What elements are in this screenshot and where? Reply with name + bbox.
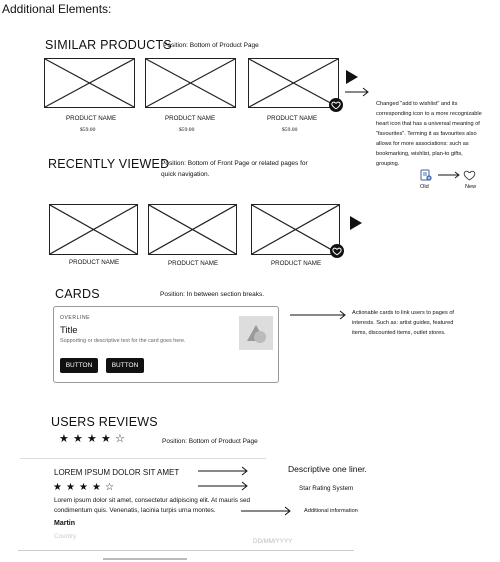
star-icon: ★ xyxy=(53,482,62,493)
similar-position: Position: Bottom of Product Page xyxy=(163,42,259,49)
recently-viewed-title: RECENTLY VIEWED xyxy=(48,157,170,171)
reviews-position: Position: Bottom of Product Page xyxy=(162,438,258,445)
card-title: Title xyxy=(60,325,78,336)
product-price: $59.00 xyxy=(80,127,96,133)
product-price: $59.00 xyxy=(179,127,195,133)
cards-note xyxy=(352,308,454,338)
star-icon: ★ xyxy=(92,482,101,493)
divider xyxy=(103,558,187,560)
review-author: Martin xyxy=(54,520,75,527)
note-line: Changed "add to wishlist" and its xyxy=(376,101,458,107)
star-icon: ★ xyxy=(59,433,69,445)
review-body-line1: Lorem ipsum dolor sit amet, consectetur adipiscing elit. At mauris sed xyxy=(54,497,251,504)
label-star-rating: Star Rating System xyxy=(299,485,354,492)
note-line: allows for more associations: such as xyxy=(376,141,469,147)
card-button-2[interactable]: BUTTON xyxy=(106,358,144,373)
wishlist-note xyxy=(376,99,496,169)
annotation-arrow xyxy=(239,505,295,517)
add-to-list-icon xyxy=(420,169,432,181)
old-to-new-arrow xyxy=(436,170,462,180)
image-placeholder-icon xyxy=(239,316,273,350)
play-arrow-icon[interactable] xyxy=(350,216,362,230)
card[interactable] xyxy=(53,306,279,383)
card-button-1[interactable]: BUTTON xyxy=(60,358,98,373)
note-line: grouping. xyxy=(376,161,400,167)
product-image-placeholder[interactable] xyxy=(44,58,135,108)
old-label: Old xyxy=(420,184,429,190)
card-supporting-text: Supporting or descriptive text for the card goes here. xyxy=(60,338,186,344)
divider xyxy=(18,550,354,551)
product-name[interactable]: PRODUCT NAME xyxy=(165,115,216,122)
review-body-line2: condimentum quis. Venenatis, lacinia turpis urna montes. xyxy=(54,507,216,514)
star-icon: ☆ xyxy=(105,482,114,493)
review-date: DD/MM/YYYY xyxy=(253,538,293,545)
annotation-arrow xyxy=(288,309,350,321)
product-name[interactable]: PRODUCT NAME xyxy=(267,115,318,122)
star-icon: ★ xyxy=(73,433,83,445)
review-country: Country xyxy=(54,533,77,540)
product-image-placeholder[interactable] xyxy=(251,204,340,255)
star-icon: ★ xyxy=(66,482,75,493)
note-line: Actionable cards to link users to pages of xyxy=(352,310,454,316)
page-title: Additional Elements: xyxy=(2,2,112,16)
cards-position: Position: In between section breaks. xyxy=(160,291,265,298)
note-line: bookmarking, wishlist, plan-to gifts, xyxy=(376,151,463,157)
card-overline: OVERLINE xyxy=(60,315,91,321)
product-price: $59.00 xyxy=(282,127,298,133)
heart-icon[interactable] xyxy=(330,244,344,258)
star-icon: ☆ xyxy=(115,433,125,445)
users-reviews-title: USERS REVIEWS xyxy=(51,415,158,429)
note-line: items, discounted items, outlet stores. xyxy=(352,330,446,336)
product-name[interactable]: PRODUCT NAME xyxy=(271,260,322,267)
outline-heart-icon xyxy=(463,169,476,181)
product-image-placeholder[interactable] xyxy=(248,58,339,108)
divider xyxy=(20,458,266,459)
product-name[interactable]: PRODUCT NAME xyxy=(69,259,120,266)
new-label: New xyxy=(465,184,477,190)
similar-products-title: SIMILAR PRODUCTS xyxy=(45,38,172,52)
star-icon: ★ xyxy=(87,433,97,445)
label-additional-info: Additional information xyxy=(304,508,358,514)
label-descriptive: Descriptive one liner. xyxy=(288,464,367,474)
star-icon: ★ xyxy=(101,433,111,445)
cards-title: CARDS xyxy=(55,287,100,301)
product-image-placeholder[interactable] xyxy=(148,204,237,255)
product-image-placeholder[interactable] xyxy=(49,204,138,255)
recent-position-line1: Position: Bottom of Front Page or related pages for xyxy=(161,160,308,167)
annotation-arrow xyxy=(196,480,252,492)
annotation-arrow xyxy=(196,465,252,477)
product-image-placeholder[interactable] xyxy=(145,58,236,108)
product-name[interactable]: PRODUCT NAME xyxy=(66,115,117,122)
play-arrow-icon[interactable] xyxy=(346,70,358,84)
review-star-rating xyxy=(53,482,133,494)
note-line: "favourites". Terming it as favourites also xyxy=(376,131,477,137)
recent-position-line2: quick navigation. xyxy=(161,171,210,178)
note-line: corresponding icon to a more recognizable xyxy=(376,111,482,117)
note-line: interests. Such as: artist guides, featured xyxy=(352,320,454,326)
overall-star-rating xyxy=(59,434,129,446)
star-icon: ★ xyxy=(79,482,88,493)
annotation-arrow xyxy=(343,84,373,100)
product-name[interactable]: PRODUCT NAME xyxy=(168,260,219,267)
heart-icon[interactable] xyxy=(329,98,343,112)
review-headline: LOREM IPSUM DOLOR SIT AMET xyxy=(54,468,180,477)
note-line: heart icon that has a universal meaning of xyxy=(376,121,480,127)
